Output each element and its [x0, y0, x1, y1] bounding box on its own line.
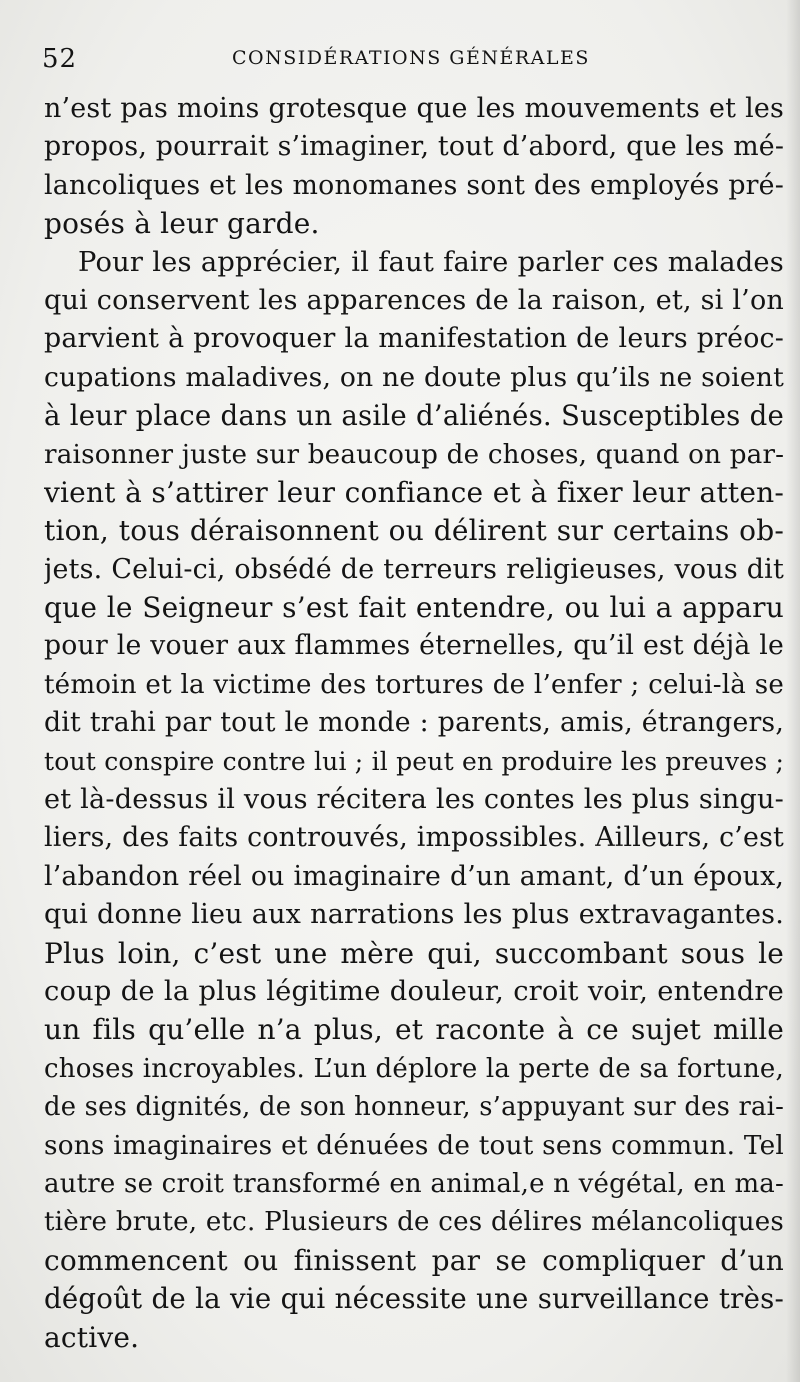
paragraph-start-line: Pour les apprécier, il faut faire parler ces malades: [78, 246, 784, 278]
text-line: liers, des faits controuvés, impossibles. Ailleurs, c’est: [44, 822, 784, 854]
text-line: tion, tous déraisonnent ou délirent sur certains ob-: [44, 514, 784, 548]
text-line: tière brute, etc. Plusieurs de ces délires mélancoliques: [44, 1207, 784, 1238]
text-line: active.: [44, 1320, 140, 1354]
text-line: jets. Celui-ci, obsédé de terreurs religieuses, vous dit: [44, 553, 784, 585]
text-line: pour le vouer aux flammes éternelles, qu’il est déjà le: [44, 630, 784, 662]
text-line: qui donne lieu aux narrations les plus extravagantes.: [44, 899, 784, 931]
text-line: lancoliques et les monomanes sont des employés pré-: [44, 169, 784, 201]
text-line: coup de la plus légitime douleur, croit voir, entendre: [44, 975, 784, 1007]
text-line: commencent ou finissent par se compliquer d’un: [44, 1243, 784, 1277]
body-text: [44, 90, 784, 1357]
running-head: CONSIDÉRATIONS GÉNÉRALES: [232, 47, 590, 69]
text-line: n’est pas moins grotesque que les mouvements et les: [44, 93, 784, 124]
text-line: dit trahi par tout le monde : parents, amis, étrangers,: [44, 707, 784, 739]
text-line: et là-dessus il vous récitera les contes les plus singu-: [44, 784, 784, 816]
text-line: raisonner juste sur beaucoup de choses, quand on par-: [44, 439, 784, 470]
text-line: vient à s’attirer leur confiance et à fixer leur atten-: [44, 475, 784, 509]
text-line: posés à leur garde.: [44, 207, 320, 241]
text-line: sons imaginaires et dénuées de tout sens commun. Tel: [44, 1130, 784, 1161]
text-line: choses incroyables. L’un déplore la perte de sa fortune,: [44, 1053, 784, 1084]
text-line: un fils qu’elle n’a plus, et raconte à ce sujet mille: [44, 1013, 784, 1047]
text-line: de ses dignités, de son honneur, s’appuyant sur des rai-: [44, 1092, 784, 1123]
text-line: qui conservent les apparences de la raison, et, si l’on: [44, 284, 784, 316]
page-number: 52: [42, 44, 78, 74]
text-line: à leur place dans un asile d’aliénés. Susceptibles de: [44, 399, 784, 433]
text-line: que le Seigneur s’est fait entendre, ou lui a apparu: [44, 591, 784, 625]
text-line: témoin et la victime des tortures de l’enfer ; celui-là se: [44, 669, 784, 700]
page-header: [42, 44, 782, 80]
text-line: cupations maladives, on ne doute plus qu’ils ne soient: [44, 361, 784, 393]
text-line: l’abandon réel ou imaginaire d’un amant, d’un époux,: [44, 860, 784, 892]
text-line: dégoût de la vie qui nécessite une surveillance très-: [44, 1282, 784, 1316]
page-edge-shadow: [786, 0, 800, 1382]
text-line: propos, pourrait s’imaginer, tout d’abord, que les mé-: [44, 131, 784, 163]
text-line: autre se croit transformé en animal,e n végétal, en ma-: [44, 1168, 784, 1199]
text-line: parvient à provoquer la manifestation de leurs préoc-: [44, 323, 784, 355]
text-line: Plus loin, c’est une mère qui, succombant sous le: [44, 936, 784, 970]
text-line: tout conspire contre lui ; il peut en produire les preuves ;: [44, 746, 784, 776]
